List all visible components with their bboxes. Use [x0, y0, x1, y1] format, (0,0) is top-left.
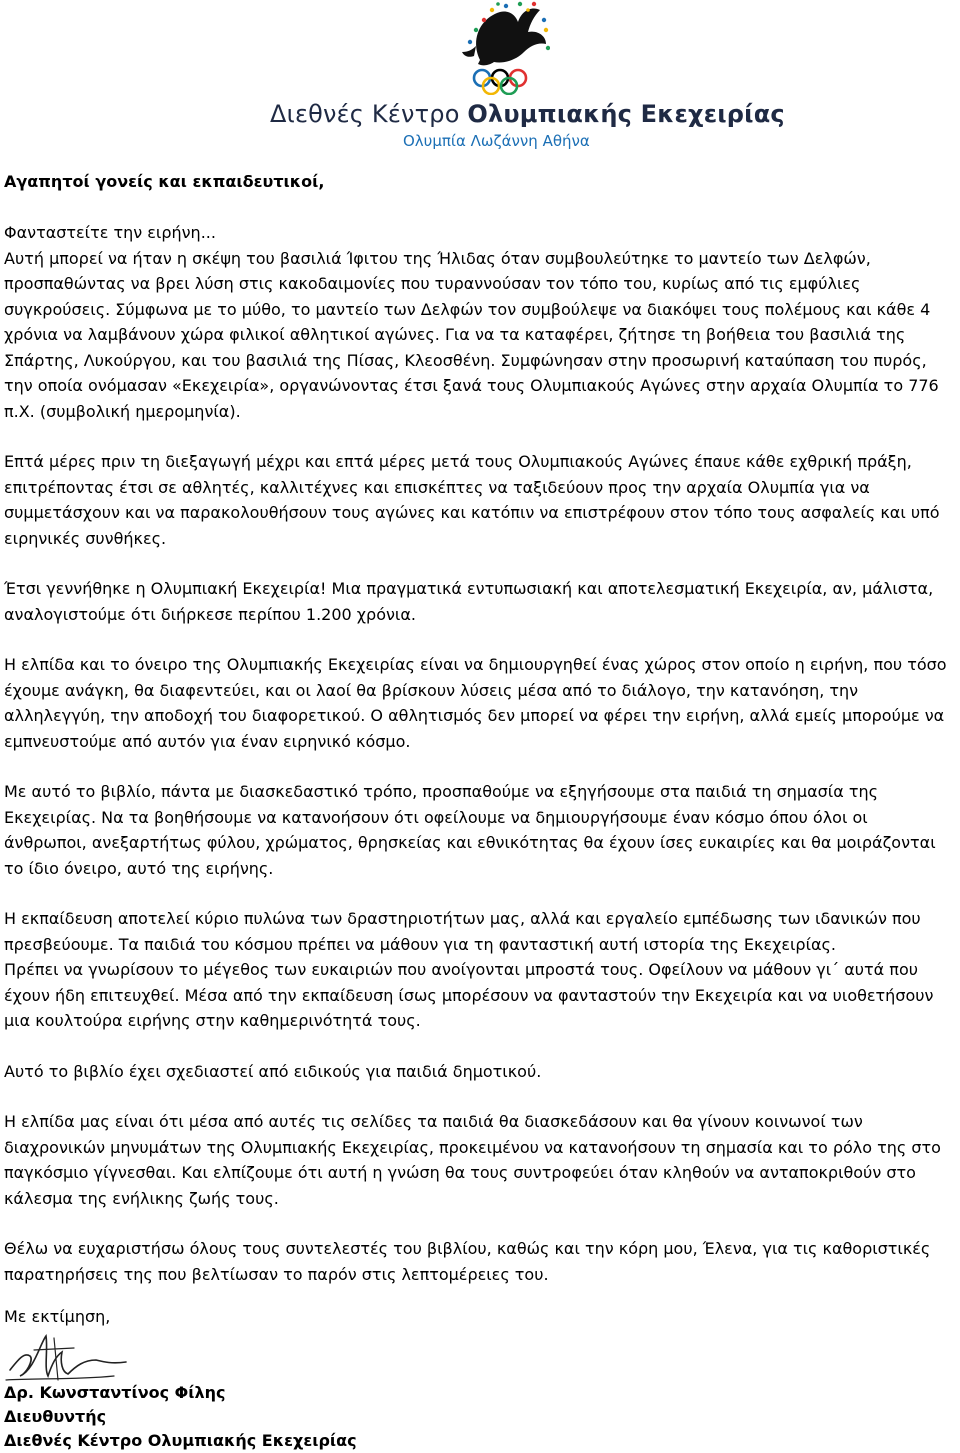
letter-paragraph: Με αυτό το βιβλίο, πάντα με διασκεδαστικό τρόπο, προσπαθούμε να εξηγήσουμε στα παιδιά τη σημασία της Εκεχειρίας. Να τα βοηθήσουμε να κατανοήσουν ότι οφείλουμε να δημιουργήσουμε έναν κόσμο όπου όλοι οι άνθρωποι, ανεξαρτήτως φύλου, χρώματος, θρησκείας και εθνικότητας θα έχουν ίσες ευκαιρίες και θα μοιράζονται το ίδιο όνειρο, αυτό της ειρήνης. — [4, 782, 936, 878]
letter-paragraph: Θέλω να ευχαριστήσω όλους τους συντελεστές του βιβλίου, καθώς και την κόρη μου, Έλενα, για τις καθοριστικές παρατηρήσεις της που βελτίωσαν το παρόν στις λεπτομέρειες του. — [4, 1239, 931, 1284]
dove-olympic-rings-icon — [460, 0, 550, 95]
letter-paragraph: Η εκπαίδευση αποτελεί κύριο πυλώνα των δραστηριοτήτων μας, αλλά και εργαλείο εμπέδωσης των ιδανικών που πρεσβεύουμε. Τα παιδιά του κόσμου πρέπει να μάθουν για τη φανταστική αυτή ιστορία της Εκεχειρίας. Πρέπει να γνωρίσουν το μέγεθος των ευκαιριών που ανοίγονται μπροστά τους. Οφείλουν να μάθουν γι΄ αυτά που έχουν ήδη επιτευχθεί. Μέσα από την εκπαίδευση ίσως μπορέσουν να φανταστούν την Εκεχειρία και να υιοθετήσουν μια κουλτούρα ειρήνης στην καθημερινότητά τους. — [4, 909, 934, 1030]
dove-icon — [462, 2, 550, 66]
letter-greeting: Αγαπητοί γονείς και εκπαιδευτικοί, — [4, 172, 325, 191]
org-name-light: Διεθνές Κέντρο — [270, 100, 468, 128]
olympic-rings-icon — [474, 70, 526, 94]
letter-body — [4, 220, 954, 1312]
letter-paragraph: Επτά μέρες πριν τη διεξαγωγή μέχρι και επτά μέρες μετά τους Ολυμπιακούς Αγώνες έπαυε κάθε εχθρική πράξη, επιτρέποντας έτσι σε αθλητές, καλλιτέχνες και επισκέπτες να ταξιδεύουν προς την αρχαία Ολυμπία για να συμμετάσχουν και να παρακολουθήσουν τους αγώνες και κατόπιν να επιστρέφουν στον τόπο τους ασφαλείς και υπό ειρηνικές συνθήκες. — [4, 452, 940, 548]
org-name — [270, 100, 785, 128]
handwritten-signature — [4, 1330, 134, 1384]
signer-name: Δρ. Κωνσταντίνος Φίλης — [4, 1383, 226, 1402]
letterhead — [270, 0, 785, 155]
signer-block — [4, 1381, 357, 1453]
letter-paragraph: Έτσι γεννήθηκε η Ολυμπιακή Εκεχειρία! Μια πραγματικά εντυπωσιακή και αποτελεσματική Εκεχειρία, αν, μάλιστα, αναλογιστούμε ότι διήρκεσε περίπου 1.200 χρόνια. — [4, 579, 934, 624]
signer-title: Διευθυντής — [4, 1407, 107, 1426]
letter-paragraph: Η ελπίδα μας είναι ότι μέσα από αυτές τις σελίδες τα παιδιά θα διασκεδάσουν και θα γίνουν κοινωνοί των διαχρονικών μηνυμάτων της Ολυμπιακής Εκεχειρίας, προκειμένου να κατανοήσουν τη σημασία και το ρόλο της στο παγκόσμιο γίγνεσθαι. Και ελπίζουμε ότι αυτή η γνώση θα τους συντροφεύει όταν κληθούν να ανταποκριθούν στο κάλεσμα της ενήλικης ζωής τους. — [4, 1112, 941, 1208]
letter-paragraph: Η ελπίδα και το όνειρο της Ολυμπιακής Εκεχειρίας είναι να δημιουργηθεί ένας χώρος στον οποίο η ειρήνη, που τόσο έχουμε ανάγκη, θα διαφεντεύει, και οι λαοί θα βρίσκουν λύσεις μέσα από το διάλογο, την κατανόηση, την αλληλεγγύη, την αποδοχή του διαφορετικού. Ο αθλητισμός δεν μπορεί να φέρει την ειρήνη, αλλά εμείς μπορούμε να εμπνευστούμε από αυτόν για έναν ειρηνικό κόσμο. — [4, 655, 947, 751]
letter-paragraph: Φανταστείτε την ειρήνη... Αυτή μπορεί να ήταν η σκέψη του βασιλιά Ίφιτου της Ήλιδας όταν συμβουλεύτηκε το μαντείο των Δελφών, προσπαθώντας να βρει λύση στις κακοδαιμονίες που τυραννούσαν τον τόπο του, κυρίως από τις εμφύλιες συγκρούσεις. Σύμφωνα με το μύθο, το μαντείο των Δελφών τον συμβούλεψε να διακόψει τους πολέμους και κάθε 4 χρόνια να λαμβάνουν χώρα φιλικοί αθλητικοί αγώνες. Για να τα καταφέρει, ζήτησε τη βοήθεια του βασιλιά της Σπάρτης, Λυκούργου, και του βασιλιά της Πίσας, Κλεοσθένη. Συμφώνησαν στην προσωρινή καταύπαση του πυρός, την οποία ονόμασαν «Εκεχειρία», οργανώνοντας έτσι ξανά τους Ολυμπιακούς Αγώνες στην αρχαία Ολυμπία το 776 π.Χ. (συμβολική ημερομηνία). — [4, 223, 939, 421]
org-subtitle: Ολυμπία Λωζάννη Αθήνα — [403, 132, 590, 150]
signer-org: Διεθνές Κέντρο Ολυμπιακής Εκεχειρίας — [4, 1431, 357, 1450]
letter-closing: Με εκτίμηση, — [4, 1307, 111, 1326]
org-name-bold: Ολυμπιακής Εκεχειρίας — [467, 100, 785, 128]
letter-paragraph: Αυτό το βιβλίο έχει σχεδιαστεί από ειδικούς για παιδιά δημοτικού. — [4, 1061, 542, 1081]
